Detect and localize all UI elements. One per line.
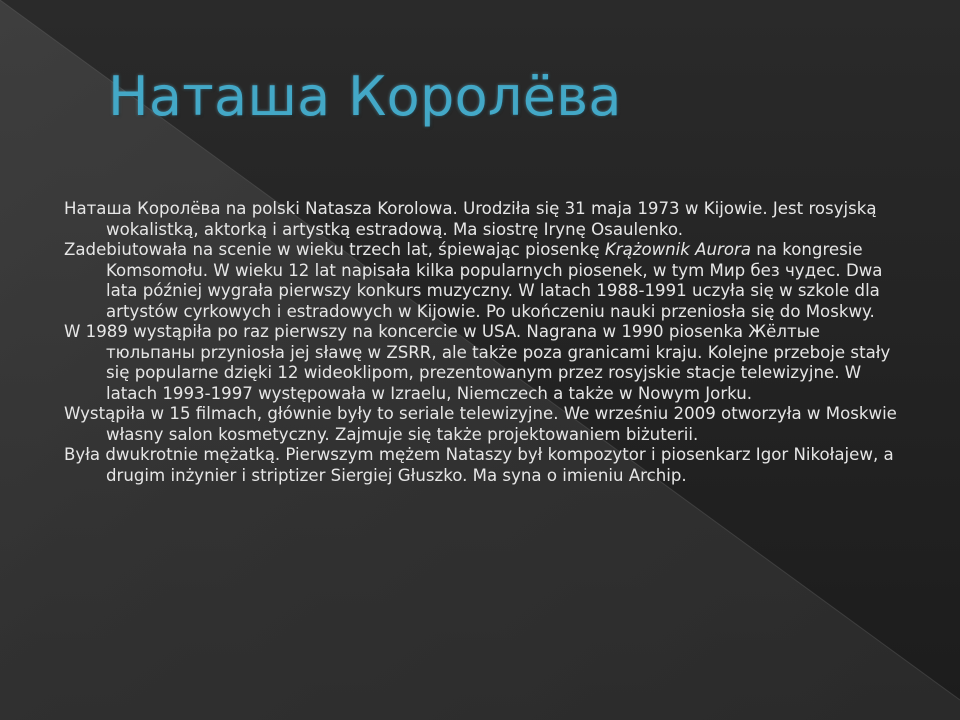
paragraph-debut xyxy=(64,240,912,322)
paragraph-debut-end: na kongresie Komsomołu. W wieku 12 lat napisała kilka popularnych piosenek, w tym Мир без чудес. Dwa lata później wygrała pierwszy konkurs muzyczny. W latach 1988-1991 uczyła się w szkole dla artystów cyrkowych i estradowych w Kijowie. Po ukończeniu nauki przeniosła się do Moskwy. xyxy=(106,240,883,321)
paragraph-films: Wystąpiła w 15 filmach, głównie były to seriale telewizyjne. We wrześniu 2009 otworzyła w Moskwie własny salon kosmetyczny. Zajmuje się także projektowaniem biżuterii. xyxy=(64,404,897,444)
paragraph-career: W 1989 wystąpiła po raz pierwszy na koncercie w USA. Nagrana w 1990 piosenka Жёлтые тюльпаны przyniosła jej sławę w ZSRR, ale także poza granicami kraju. Kolejne przeboje stały się popularne dzięki 12 wideoklipom, prezentowanym przez rosyjskie stacje telewizyjne. W latach 1993-1997 występowała w Izraelu, Niemczech a także w Nowym Jorku. xyxy=(64,322,891,403)
paragraph-intro: Наташа Королёва na polski Natasza Korolowa. Urodziła się 31 maja 1973 w Kijowie. Jest rosyjską wokalistką, aktorką i artystką estradową. Ma siostrę Irynę Osaulenko. xyxy=(64,199,877,239)
paragraph-debut-start: Zadebiutowała na scenie w wieku trzech lat, śpiewając piosenkę xyxy=(64,240,605,259)
paragraph-family: Była dwukrotnie mężatką. Pierwszym mężem Nataszy był kompozytor i piosenkarz Igor Nikołajew, a drugim inżynier i striptizer Siergiej Głuszko. Ma syna o imieniu Archip. xyxy=(64,445,894,485)
song-title-italic: Krążownik Aurora xyxy=(604,240,752,259)
slide-title: Наташа Королёва xyxy=(108,65,622,128)
slide-body xyxy=(64,199,912,486)
